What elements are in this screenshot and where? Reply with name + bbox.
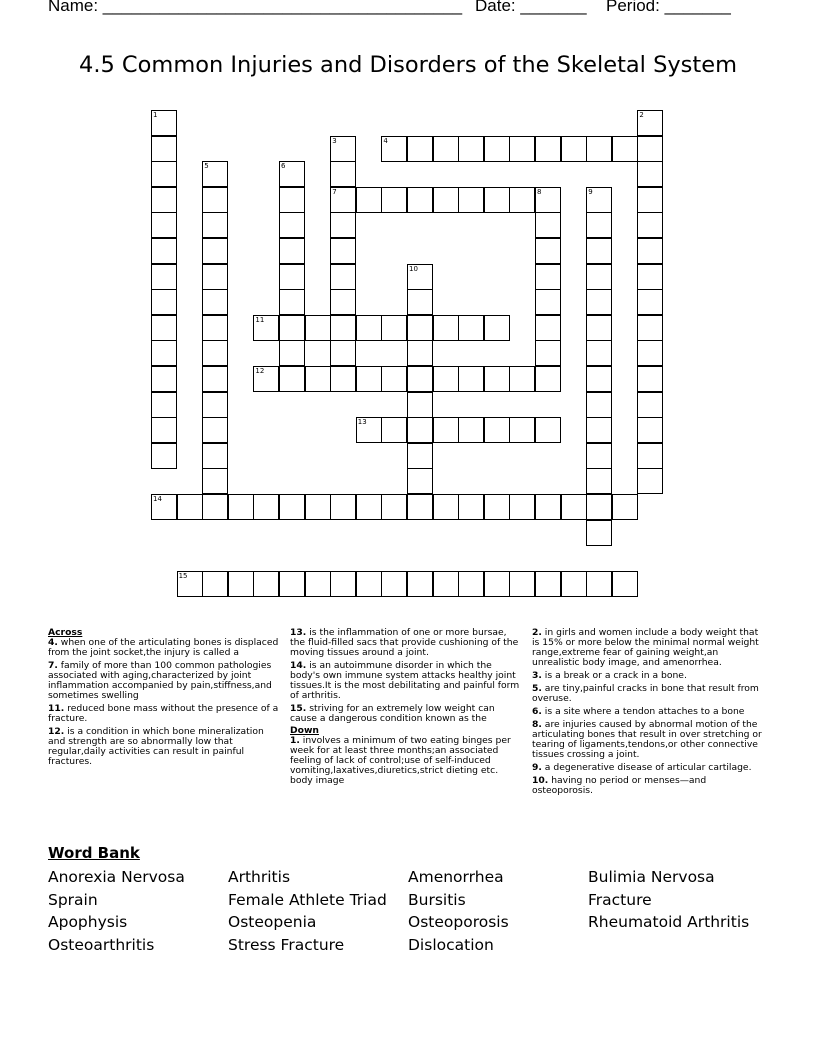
grid-cell[interactable] bbox=[151, 187, 177, 213]
grid-cell[interactable] bbox=[586, 187, 612, 213]
grid-cell[interactable] bbox=[330, 340, 356, 366]
grid-cell[interactable] bbox=[151, 161, 177, 187]
grid-cell[interactable] bbox=[458, 417, 484, 443]
grid-cell[interactable] bbox=[381, 136, 407, 162]
grid-cell[interactable] bbox=[586, 443, 612, 469]
grid-cell[interactable] bbox=[509, 494, 535, 520]
grid-cell[interactable] bbox=[586, 136, 612, 162]
grid-cell[interactable] bbox=[407, 136, 433, 162]
word-bank-item: Osteoporosis bbox=[408, 913, 509, 932]
grid-cell[interactable] bbox=[202, 417, 228, 443]
grid-cell[interactable] bbox=[202, 494, 228, 520]
grid-cell[interactable] bbox=[407, 417, 433, 443]
grid-cell[interactable] bbox=[279, 289, 305, 315]
grid-cell[interactable] bbox=[407, 187, 433, 213]
grid-cell[interactable] bbox=[458, 494, 484, 520]
grid-cell[interactable] bbox=[330, 289, 356, 315]
grid-cell[interactable] bbox=[509, 417, 535, 443]
grid-cell[interactable] bbox=[637, 289, 663, 315]
word-bank-item: Anorexia Nervosa bbox=[48, 868, 185, 886]
word-bank-item: Rheumatoid Arthritis bbox=[588, 913, 750, 932]
clue-down-5: 5. are tiny,painful cracks in bone that result from overuse. bbox=[532, 683, 759, 704]
grid-cell[interactable] bbox=[253, 494, 279, 520]
date-field-label[interactable]: Date: _______ bbox=[475, 0, 587, 15]
grid-cell[interactable] bbox=[637, 366, 663, 392]
grid-cell[interactable] bbox=[586, 392, 612, 418]
grid-cell[interactable] bbox=[407, 289, 433, 315]
grid-cell[interactable] bbox=[612, 136, 638, 162]
grid-cell[interactable] bbox=[202, 468, 228, 494]
grid-cell[interactable] bbox=[637, 417, 663, 443]
word-bank-item: Fracture bbox=[588, 890, 652, 909]
clue-number-10: 10 bbox=[409, 264, 418, 273]
grid-cell[interactable] bbox=[381, 366, 407, 392]
grid-cell[interactable] bbox=[458, 187, 484, 213]
clue-down-9: 9. a degenerative disease of articular cartilage. bbox=[532, 762, 752, 773]
grid-cell[interactable] bbox=[637, 238, 663, 264]
grid-cell[interactable] bbox=[407, 468, 433, 494]
period-field-label[interactable]: Period: _______ bbox=[606, 0, 731, 15]
word-bank-item: Female Athlete Triad bbox=[228, 890, 387, 909]
page-title: 4.5 Common Injuries and Disorders of the Skeletal System bbox=[79, 52, 737, 78]
grid-cell[interactable] bbox=[433, 571, 459, 597]
grid-cell[interactable] bbox=[637, 187, 663, 213]
grid-cell[interactable] bbox=[535, 494, 561, 520]
grid-cell[interactable] bbox=[202, 187, 228, 213]
clue-number-2: 2 bbox=[639, 111, 644, 119]
grid-cell[interactable] bbox=[535, 187, 561, 213]
clue-down-3: 3. is a break or a crack in a bone. bbox=[532, 670, 687, 681]
clue-down-10: 10. having no period or menses—and osteoporosis. bbox=[532, 775, 707, 796]
grid-cell[interactable] bbox=[202, 340, 228, 366]
clue-number-13: 13 bbox=[357, 418, 367, 427]
grid-cell[interactable] bbox=[202, 571, 228, 597]
grid-cell[interactable] bbox=[228, 571, 254, 597]
grid-cell[interactable] bbox=[356, 494, 382, 520]
grid-cell[interactable] bbox=[561, 571, 587, 597]
grid-cell[interactable] bbox=[330, 315, 356, 341]
grid-cell[interactable] bbox=[637, 110, 663, 136]
grid-cell[interactable] bbox=[151, 340, 177, 366]
grid-cell[interactable] bbox=[612, 571, 638, 597]
word-bank-heading: Word Bank bbox=[48, 844, 140, 862]
clue-number-5: 5 bbox=[204, 162, 209, 171]
clue-down-8: 8. are injuries caused by abnormal motion of the articulating bones that result in over stretching or tearing of ligaments,tendons,or other connective tissues crossing a joint. bbox=[532, 719, 762, 760]
clue-number-6: 6 bbox=[281, 162, 286, 171]
grid-cell[interactable] bbox=[433, 315, 459, 341]
grid-cell[interactable] bbox=[279, 315, 305, 341]
grid-cell[interactable] bbox=[253, 315, 279, 341]
clue-number-12: 12 bbox=[255, 367, 265, 375]
down-heading: Down bbox=[290, 725, 319, 736]
grid-cell[interactable] bbox=[177, 494, 203, 520]
grid-cell[interactable] bbox=[535, 366, 561, 392]
grid-cell[interactable] bbox=[330, 136, 356, 162]
down-clues-column bbox=[532, 628, 768, 799]
grid-cell[interactable] bbox=[202, 212, 228, 238]
grid-cell[interactable] bbox=[484, 571, 510, 597]
clue-across-4: 4. when one of the articulating bones is displaced from the joint socket,the injury is called a bbox=[48, 637, 279, 658]
grid-cell[interactable] bbox=[407, 264, 433, 290]
grid-cell[interactable] bbox=[330, 571, 356, 597]
grid-cell[interactable] bbox=[151, 315, 177, 341]
grid-cell[interactable] bbox=[151, 289, 177, 315]
grid-cell[interactable] bbox=[330, 187, 356, 213]
word-bank-item: Bulimia Nervosa bbox=[588, 868, 715, 886]
grid-cell[interactable] bbox=[279, 494, 305, 520]
grid-cell[interactable] bbox=[637, 264, 663, 290]
grid-cell[interactable] bbox=[202, 238, 228, 264]
grid-cell[interactable] bbox=[433, 417, 459, 443]
word-bank-item: Arthritis bbox=[228, 868, 291, 886]
grid-cell[interactable] bbox=[535, 264, 561, 290]
clue-across-11: 11. reduced bone mass without the presence of a fracture. bbox=[48, 703, 279, 724]
grid-cell[interactable] bbox=[433, 494, 459, 520]
grid-cell[interactable] bbox=[202, 264, 228, 290]
grid-cell[interactable] bbox=[381, 571, 407, 597]
grid-cell[interactable] bbox=[407, 443, 433, 469]
clue-number-1: 1 bbox=[153, 111, 158, 119]
clue-number-15: 15 bbox=[178, 571, 188, 580]
grid-cell[interactable] bbox=[407, 315, 433, 341]
grid-cell[interactable] bbox=[330, 366, 356, 392]
clue-number-11: 11 bbox=[255, 315, 265, 324]
grid-cell[interactable] bbox=[637, 315, 663, 341]
clue-number-9: 9 bbox=[588, 187, 593, 196]
grid-cell[interactable] bbox=[535, 417, 561, 443]
grid-cell[interactable] bbox=[202, 443, 228, 469]
grid-cell[interactable] bbox=[407, 340, 433, 366]
grid-cell[interactable] bbox=[561, 494, 587, 520]
grid-cell[interactable] bbox=[586, 340, 612, 366]
grid-cell[interactable] bbox=[202, 161, 228, 187]
grid-cell[interactable] bbox=[612, 494, 638, 520]
grid-cell[interactable] bbox=[151, 392, 177, 418]
word-bank-item: Sprain bbox=[48, 890, 98, 909]
grid-cell[interactable] bbox=[433, 187, 459, 213]
clue-down-6: 6. is a site where a tendon attaches to a bone bbox=[532, 706, 745, 717]
grid-cell[interactable] bbox=[202, 289, 228, 315]
grid-cell[interactable] bbox=[586, 212, 612, 238]
grid-cell[interactable] bbox=[407, 571, 433, 597]
grid-cell[interactable] bbox=[151, 136, 177, 162]
grid-cell[interactable] bbox=[279, 264, 305, 290]
grid-cell[interactable] bbox=[202, 366, 228, 392]
clue-number-4: 4 bbox=[383, 136, 388, 145]
grid-cell[interactable] bbox=[330, 264, 356, 290]
grid-cell[interactable] bbox=[433, 136, 459, 162]
grid-cell[interactable] bbox=[151, 443, 177, 469]
word-bank-item: Osteopenia bbox=[228, 913, 317, 932]
grid-cell[interactable] bbox=[637, 161, 663, 187]
clue-number-7: 7 bbox=[332, 187, 337, 196]
clue-across-7: 7. family of more than 100 common pathologies associated with aging,characterized by joint inflammation accompanied by pain,stiffness,and sometimes swelling bbox=[48, 660, 272, 701]
clue-number-3: 3 bbox=[332, 136, 337, 145]
grid-cell[interactable] bbox=[586, 315, 612, 341]
clue-down-2: 2. in girls and women include a body weight that is 15% or more below the minimal normal weight range,extreme fear of gaining weight,an unrealistic body image, and amenorrhea. bbox=[532, 627, 759, 668]
grid-cell[interactable] bbox=[253, 366, 279, 392]
grid-cell[interactable] bbox=[407, 392, 433, 418]
grid-cell[interactable] bbox=[586, 571, 612, 597]
grid-cell[interactable] bbox=[484, 136, 510, 162]
grid-cell[interactable] bbox=[279, 212, 305, 238]
grid-cell[interactable] bbox=[586, 238, 612, 264]
grid-cell[interactable] bbox=[381, 315, 407, 341]
grid-cell[interactable] bbox=[305, 366, 331, 392]
grid-cell[interactable] bbox=[356, 417, 382, 443]
grid-cell[interactable] bbox=[484, 315, 510, 341]
grid-cell[interactable] bbox=[535, 136, 561, 162]
name-field-label[interactable]: Name: ______________________________________ bbox=[48, 0, 463, 15]
grid-cell[interactable] bbox=[279, 187, 305, 213]
grid-cell[interactable] bbox=[637, 212, 663, 238]
clue-number-14: 14 bbox=[153, 495, 162, 503]
grid-cell[interactable] bbox=[305, 315, 331, 341]
grid-cell[interactable] bbox=[381, 494, 407, 520]
grid-cell[interactable] bbox=[433, 366, 459, 392]
grid-cell[interactable] bbox=[151, 110, 177, 136]
grid-cell[interactable] bbox=[330, 494, 356, 520]
across-heading: Across bbox=[48, 627, 83, 638]
word-bank-item: Bursitis bbox=[408, 890, 466, 909]
clue-across-14: 14. is an autoimmune disorder in which the body's own immune system attacks healthy joint tissues.It is the most debilitating and painful form of arthritis. bbox=[290, 660, 520, 701]
grid-cell[interactable] bbox=[305, 494, 331, 520]
grid-cell[interactable] bbox=[586, 264, 612, 290]
grid-cell[interactable] bbox=[151, 238, 177, 264]
grid-cell[interactable] bbox=[535, 238, 561, 264]
grid-cell[interactable] bbox=[279, 571, 305, 597]
grid-cell[interactable] bbox=[535, 212, 561, 238]
middle-clues-column bbox=[290, 628, 523, 789]
grid-cell[interactable] bbox=[484, 417, 510, 443]
grid-cell[interactable] bbox=[356, 315, 382, 341]
grid-cell[interactable] bbox=[279, 238, 305, 264]
grid-cell[interactable] bbox=[535, 340, 561, 366]
word-bank-item: Amenorrhea bbox=[408, 868, 504, 886]
grid-cell[interactable] bbox=[381, 187, 407, 213]
grid-cell[interactable] bbox=[637, 468, 663, 494]
grid-cell[interactable] bbox=[509, 136, 535, 162]
grid-cell[interactable] bbox=[202, 392, 228, 418]
grid-cell[interactable] bbox=[586, 494, 612, 520]
grid-cell[interactable] bbox=[561, 136, 587, 162]
grid-cell[interactable] bbox=[458, 136, 484, 162]
grid-cell[interactable] bbox=[381, 417, 407, 443]
grid-cell[interactable] bbox=[484, 494, 510, 520]
grid-cell[interactable] bbox=[586, 417, 612, 443]
grid-cell[interactable] bbox=[151, 417, 177, 443]
grid-cell[interactable] bbox=[253, 571, 279, 597]
word-bank-item: Stress Fracture bbox=[228, 935, 345, 954]
grid-cell[interactable] bbox=[151, 212, 177, 238]
grid-cell[interactable] bbox=[484, 366, 510, 392]
grid-cell[interactable] bbox=[151, 264, 177, 290]
grid-cell[interactable] bbox=[356, 187, 382, 213]
grid-cell[interactable] bbox=[637, 443, 663, 469]
grid-cell[interactable] bbox=[330, 161, 356, 187]
clue-number-8: 8 bbox=[537, 187, 542, 196]
grid-cell[interactable] bbox=[305, 571, 331, 597]
clue-across-15: 15. striving for an extremely low weight can cause a dangerous condition known as the bbox=[290, 703, 495, 724]
grid-cell[interactable] bbox=[509, 366, 535, 392]
grid-cell[interactable] bbox=[407, 494, 433, 520]
grid-cell[interactable] bbox=[458, 315, 484, 341]
clue-down-1: 1. involves a minimum of two eating binges per week for at least three months;an associated feeling of lack of control;use of self-induced vomiting,laxatives,diuretics,strict dieting etc. body image bbox=[290, 735, 511, 786]
grid-cell[interactable] bbox=[279, 366, 305, 392]
grid-cell[interactable] bbox=[509, 571, 535, 597]
grid-cell[interactable] bbox=[356, 571, 382, 597]
grid-cell[interactable] bbox=[586, 520, 612, 546]
clue-across-13: 13. is the inflammation of one or more bursae, the fluid-filled sacs that provide cushioning of the moving tissues around a joint. bbox=[290, 627, 519, 658]
grid-cell[interactable] bbox=[586, 468, 612, 494]
grid-cell[interactable] bbox=[177, 571, 203, 597]
grid-cell[interactable] bbox=[535, 289, 561, 315]
grid-cell[interactable] bbox=[586, 366, 612, 392]
grid-cell[interactable] bbox=[330, 212, 356, 238]
grid-cell[interactable] bbox=[484, 187, 510, 213]
grid-cell[interactable] bbox=[458, 366, 484, 392]
grid-cell[interactable] bbox=[458, 571, 484, 597]
grid-cell[interactable] bbox=[586, 289, 612, 315]
grid-cell[interactable] bbox=[151, 366, 177, 392]
grid-cell[interactable] bbox=[535, 315, 561, 341]
grid-cell[interactable] bbox=[509, 187, 535, 213]
across-clues-column bbox=[48, 628, 280, 770]
grid-cell[interactable] bbox=[407, 366, 433, 392]
grid-cell[interactable] bbox=[330, 238, 356, 264]
grid-cell[interactable] bbox=[279, 161, 305, 187]
grid-cell[interactable] bbox=[202, 315, 228, 341]
grid-cell[interactable] bbox=[637, 392, 663, 418]
word-bank-item: Osteoarthritis bbox=[48, 935, 155, 954]
word-bank-item: Apophysis bbox=[48, 913, 128, 932]
grid-cell[interactable] bbox=[228, 494, 254, 520]
grid-cell[interactable] bbox=[279, 340, 305, 366]
grid-cell[interactable] bbox=[637, 340, 663, 366]
grid-cell[interactable] bbox=[356, 366, 382, 392]
clue-across-12: 12. is a condition in which bone mineralization and strength are so abnormally low that regular,daily activities can result in painful fractures. bbox=[48, 726, 264, 767]
word-bank-item: Dislocation bbox=[408, 935, 494, 954]
grid-cell[interactable] bbox=[637, 136, 663, 162]
grid-cell[interactable] bbox=[535, 571, 561, 597]
grid-cell[interactable] bbox=[151, 494, 177, 520]
